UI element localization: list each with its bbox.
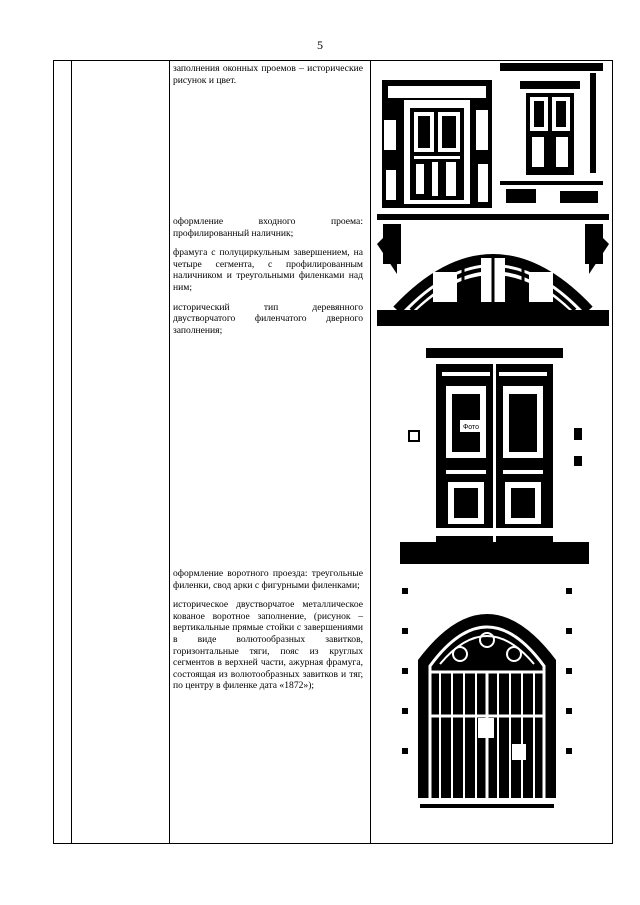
paragraph: фрамуга с полуциркульным завершением, на четыре сегмента, с профилированным наличником и треугольными филенками над ним; [173, 247, 363, 293]
door-photo [400, 346, 589, 564]
paragraph: историческое двустворчатое металлическое кованое воротное заполнение, (рисунок – вертикальные прямые стойки с завершениями в виде волютообразных завитков, горизонтальные тяги, пояс из круглых сегментов в верхней части, ажурная фрамуга, состоящая из волютообразных завитков и тяг, по центру в филенке дата «1872»); [173, 599, 363, 692]
column-divider [370, 61, 371, 843]
door-sign-text: Фото [462, 424, 480, 431]
page-number: 5 [317, 38, 323, 52]
paragraph: оформление входного проема: профилированный наличник; [173, 216, 363, 239]
transom-photo [377, 214, 609, 326]
entrance-description [173, 216, 363, 344]
paragraph: оформление воротного проезда: треугольные филенки, свод арки с фигурными филенками; [173, 568, 363, 591]
column-divider [71, 61, 72, 843]
paragraph: исторический тип деревянного двустворчатого филенчатого дверного заполнения; [173, 301, 363, 336]
paragraph: заполнения оконных проемов – исторические рисунок и цвет. [173, 63, 363, 86]
window-description [173, 63, 363, 94]
window-photo-right [500, 63, 603, 208]
gate-photo [400, 568, 574, 824]
column-divider [169, 61, 170, 843]
gate-description [173, 568, 363, 700]
window-photo-left [382, 80, 492, 208]
